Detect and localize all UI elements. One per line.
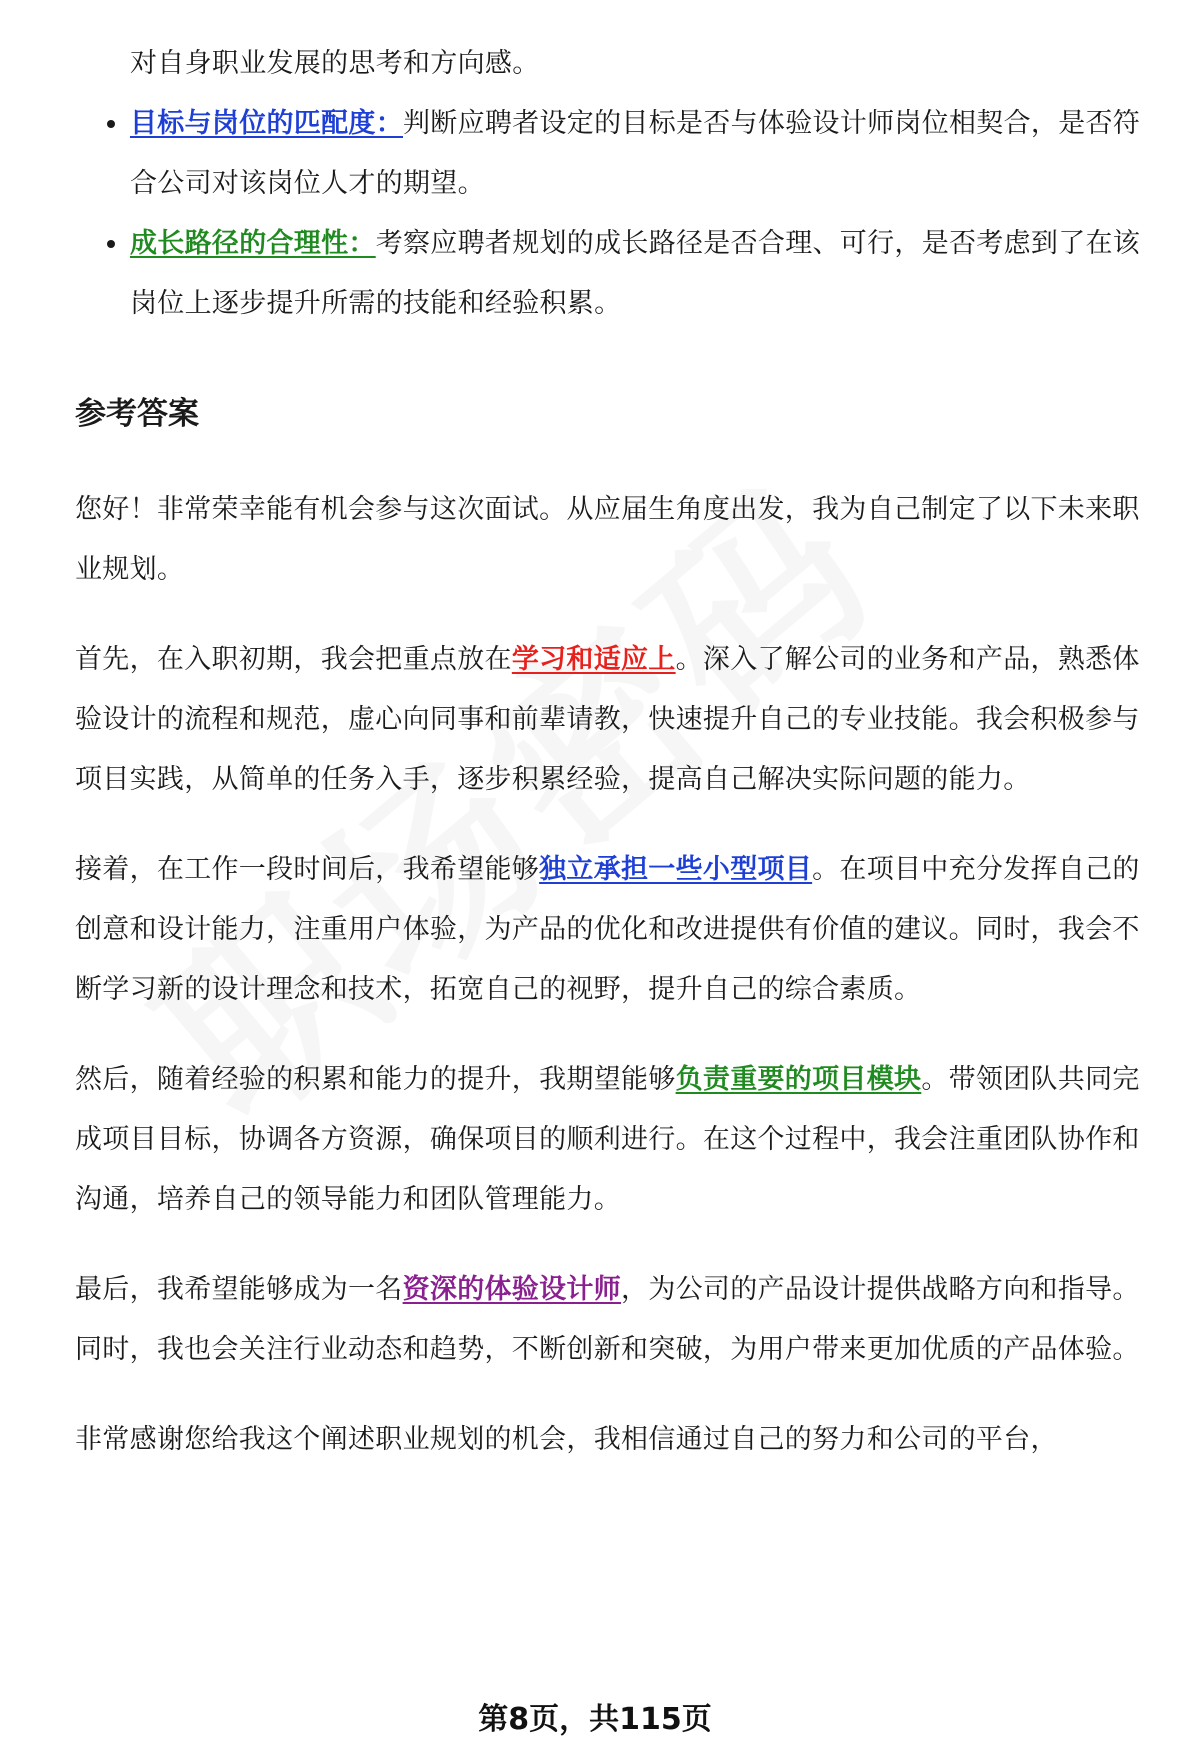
paragraph-next bbox=[75, 840, 1165, 1020]
list-item bbox=[75, 214, 1165, 334]
text: ，为公司的产品设计提供战略方向和指导。同时，我也会关注行业动态和趋势，不断创新和突破，为用户带来更加优质的产品体验。 bbox=[75, 1274, 1140, 1365]
paragraph-intro: 您好！非常荣幸能有机会参与这次面试。从应届生角度出发，我为自己制定了以下未来职业规划。 bbox=[75, 494, 1140, 585]
paragraph-then bbox=[75, 1050, 1165, 1230]
highlight: 独立承担一些小型项目 bbox=[539, 854, 813, 885]
bullet-icon bbox=[107, 240, 115, 248]
paragraph-first bbox=[75, 630, 1165, 810]
criterion-text: 考察应聘者规划的成长路径是否合理、可行，是否考虑到了在该岗位上逐步提升所需的技能和经验积累。 bbox=[130, 228, 1141, 319]
criterion-text: 判断应聘者设定的目标是否与体验设计师岗位相契合，是否符合公司对该岗位人才的期望。 bbox=[130, 108, 1141, 199]
paragraph-thanks: 非常感谢您给我这个阐述职业规划的机会，我相信通过自己的努力和公司的平台， bbox=[75, 1424, 1058, 1455]
page-number: 第8页，共115页 bbox=[478, 1702, 712, 1737]
paragraph-finally bbox=[75, 1260, 1165, 1380]
highlight: 学习和适应上 bbox=[511, 644, 676, 675]
text: 接着，在工作一段时间后，我希望能够 bbox=[75, 854, 540, 885]
text: 。深入了解公司的业务和产品，熟悉体验设计的流程和规范，虚心向同事和前辈请教，快速提升自己的专业技能。我会积极参与项目实践，从简单的任务入手，逐步积累经验，提高自己解决实际问题的能力。 bbox=[75, 644, 1140, 795]
continuation-text: 对自身职业发展的思考和方向感。 bbox=[130, 48, 540, 79]
highlight: 资深的体验设计师 bbox=[402, 1274, 622, 1305]
criterion-label: 成长路径的合理性： bbox=[130, 228, 376, 259]
text: 首先，在入职初期，我会把重点放在 bbox=[75, 644, 512, 675]
list-item bbox=[75, 94, 1165, 214]
bullet-icon bbox=[107, 120, 115, 128]
highlight: 负责重要的项目模块 bbox=[675, 1064, 922, 1095]
document-page bbox=[75, 0, 1165, 1500]
criterion-label: 目标与岗位的匹配度： bbox=[130, 108, 403, 139]
text: 。在项目中充分发挥自己的创意和设计能力，注重用户体验，为产品的优化和改进提供有价值的建议。同时，我会不断学习新的设计理念和技术，拓宽自己的视野，提升自己的综合素质。 bbox=[75, 854, 1140, 1005]
text: 。带领团队共同完成项目目标，协调各方资源，确保项目的顺利进行。在这个过程中，我会注重团队协作和沟通，培养自己的领导能力和团队管理能力。 bbox=[75, 1064, 1140, 1215]
criteria-list bbox=[75, 94, 1165, 334]
section-title: 参考答案 bbox=[75, 396, 199, 432]
text: 然后，随着经验的积累和能力的提升，我期望能够 bbox=[75, 1064, 676, 1095]
text: 最后，我希望能够成为一名 bbox=[75, 1274, 403, 1305]
